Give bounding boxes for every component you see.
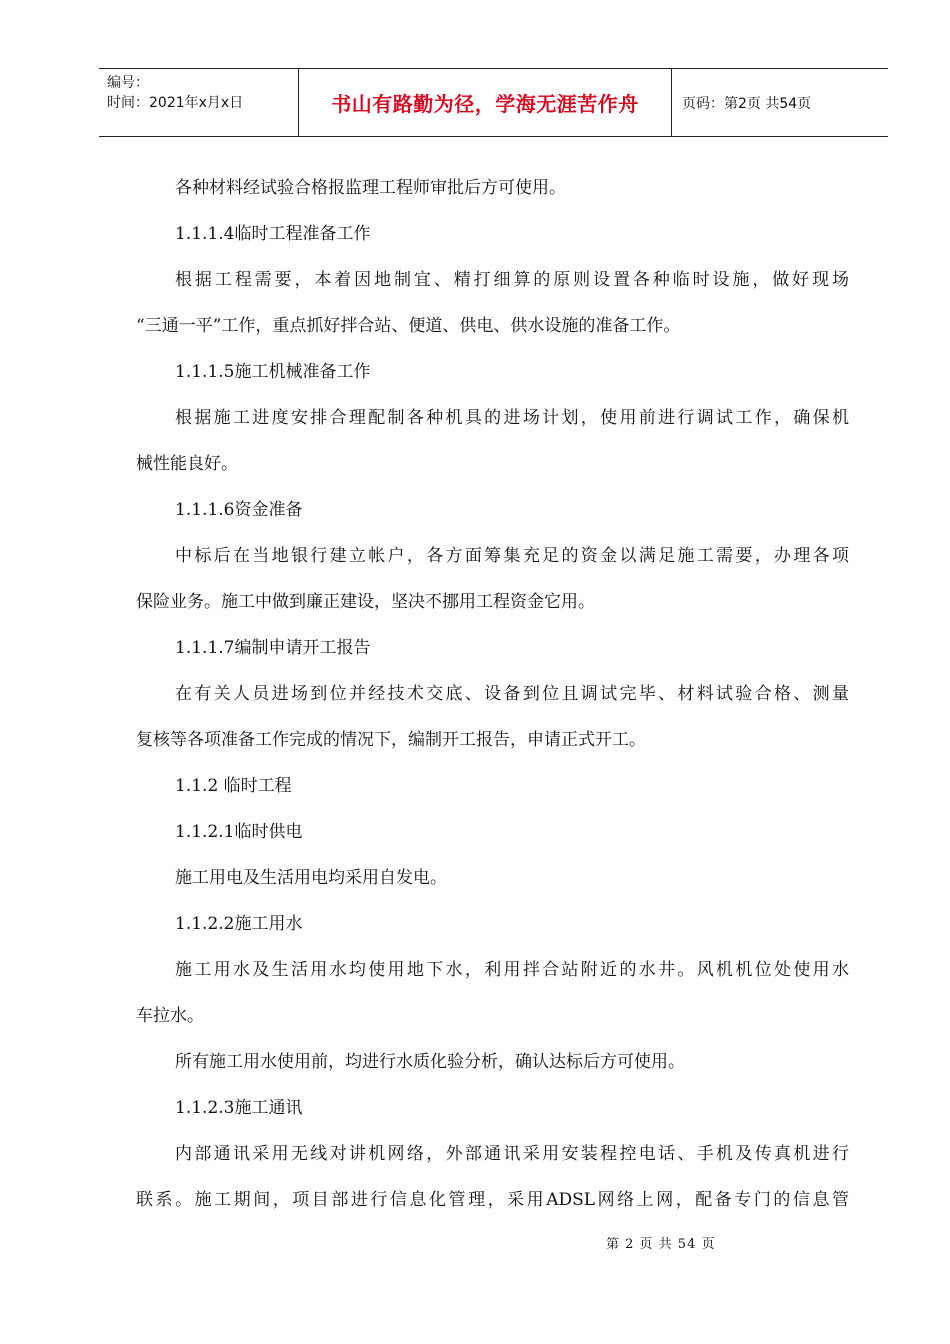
paragraph-line: 内部通讯采用无线对讲机网络，外部通讯采用安装程控电话、手机及传真机进行 (175, 1144, 849, 1164)
header-meta (99, 69, 299, 136)
header-page-info: 页码：第2页 共54页 (682, 95, 812, 112)
header-motto: 书山有路勤为径，学海无涯苦作舟 (299, 69, 672, 136)
section-heading: 1.1.1.6资金准备 (175, 500, 303, 520)
section-heading: 1.1.2.1临时供电 (175, 822, 303, 842)
paragraph-line: 中标后在当地银行建立帐户，各方面筹集充足的资金以满足施工需要，办理各项 (175, 546, 849, 566)
paragraph-line: 保险业务。施工中做到廉正建设，坚决不挪用工程资金它用。 (136, 592, 595, 612)
paragraph-line: 各种材料经试验合格报监理工程师审批后方可使用。 (175, 178, 566, 198)
section-heading: 1.1.2.3施工通讯 (175, 1098, 303, 1118)
section-heading: 1.1.2.2施工用水 (175, 914, 303, 934)
paragraph-line: 施工用水及生活用水均使用地下水，利用拌合站附近的水井。风机机位处使用水 (175, 960, 849, 980)
paragraph-line: 复核等各项准备工作完成的情况下，编制开工报告，申请正式开工。 (136, 730, 646, 750)
paragraph-line: “三通一平”工作，重点抓好拌合站、便道、供电、供水设施的准备工作。 (136, 316, 681, 336)
paragraph-line: 在有关人员进场到位并经技术交底、设备到位且调试完毕、材料试验合格、测量 (175, 684, 849, 704)
paragraph-line: 械性能良好。 (136, 454, 238, 474)
page-header (99, 68, 888, 137)
section-heading: 1.1.1.4临时工程准备工作 (175, 224, 371, 244)
section-heading: 1.1.1.5施工机械准备工作 (175, 362, 371, 382)
paragraph-line: 根据施工进度安排合理配制各种机具的进场计划，使用前进行调试工作，确保机 (175, 408, 849, 428)
page-footer: 第 2 页 共 54 页 (606, 1237, 716, 1252)
paragraph-line: 所有施工用水使用前，均进行水质化验分析，确认达标后方可使用。 (175, 1052, 685, 1072)
paragraph-line: 施工用电及生活用电均采用自发电。 (175, 868, 447, 888)
time-label: 时间：2021年x月x日 (107, 95, 244, 111)
section-heading: 1.1.1.7编制申请开工报告 (175, 638, 371, 658)
section-heading: 1.1.2 临时工程 (175, 776, 292, 796)
paragraph-line: 车拉水。 (136, 1006, 204, 1026)
paragraph-line: 联系。施工期间，项目部进行信息化管理，采用ADSL网络上网，配备专门的信息管 (136, 1190, 849, 1210)
paragraph-line: 根据工程需要，本着因地制宜、精打细算的原则设置各种临时设施，做好现场 (175, 270, 849, 290)
code-label: 编号： (107, 75, 149, 91)
